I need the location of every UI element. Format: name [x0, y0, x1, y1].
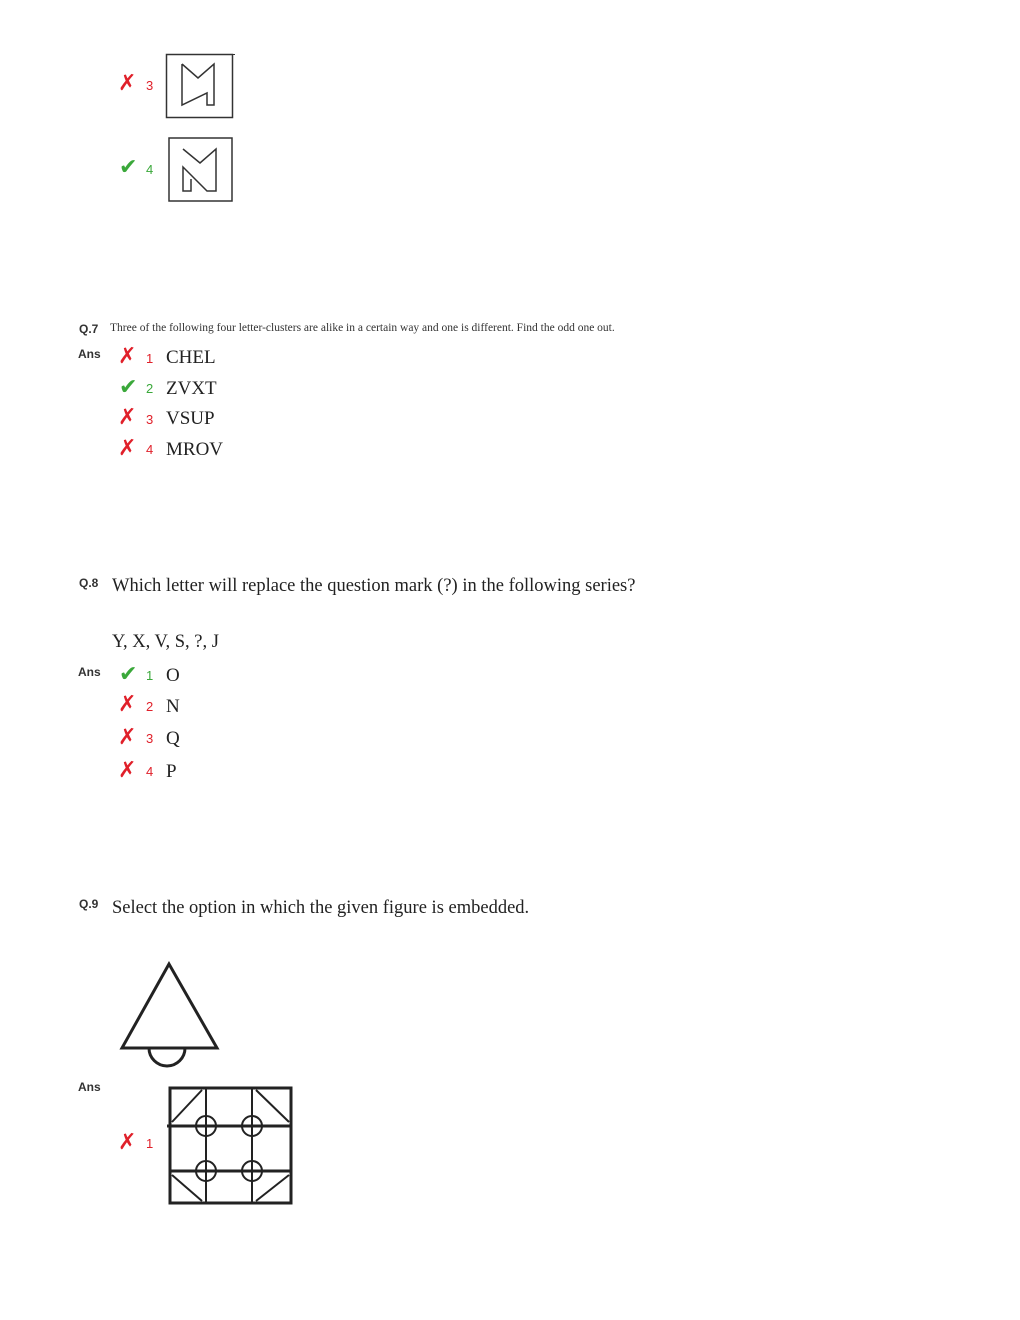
ans-label: Ans [78, 347, 101, 361]
cross-icon: ✗ [118, 344, 137, 369]
question-text: Select the option in which the given figure is embedded. [112, 898, 530, 918]
question-text: Which letter will replace the question mark (?) in the following series? [112, 576, 636, 596]
question-number: Q.9 [79, 897, 99, 911]
option-number: 3 [146, 78, 154, 93]
check-icon: ✔ [119, 662, 138, 687]
cross-icon: ✗ [118, 436, 137, 461]
option-text: MROV [166, 439, 224, 460]
question-number: Q.7 [79, 322, 99, 336]
option-text: P [166, 761, 177, 782]
option-text: N [166, 696, 180, 717]
option-number: 3 [146, 412, 154, 427]
question-figure-bell [118, 960, 222, 1072]
check-icon: ✔ [119, 155, 138, 180]
question-series: Y, X, V, S, ?, J [112, 632, 219, 652]
option-figure-4 [168, 137, 234, 203]
option-text: O [166, 665, 180, 686]
cross-icon: ✗ [118, 1130, 137, 1155]
option-text: VSUP [166, 408, 215, 429]
check-icon: ✔ [119, 375, 138, 400]
ans-label: Ans [78, 1080, 101, 1094]
option-number: 1 [146, 351, 154, 366]
cross-icon: ✗ [118, 758, 137, 783]
cross-icon: ✗ [118, 71, 137, 96]
cross-icon: ✗ [118, 725, 137, 750]
option-number: 1 [146, 1136, 154, 1151]
option-number: 4 [146, 162, 154, 177]
option-figure-3 [165, 53, 237, 121]
option-number: 2 [146, 699, 154, 714]
cross-icon: ✗ [118, 405, 137, 430]
option-figure-1 [166, 1085, 296, 1207]
option-text: Q [166, 728, 180, 749]
question-number: Q.8 [79, 576, 99, 590]
option-number: 3 [146, 731, 154, 746]
question-text: Three of the following four letter-clusters are alike in a certain way and one is different. Find the odd one out. [110, 322, 615, 334]
option-number: 1 [146, 668, 154, 683]
option-text: CHEL [166, 347, 216, 368]
option-text: ZVXT [166, 378, 217, 399]
ans-label: Ans [78, 665, 101, 679]
option-number: 4 [146, 764, 154, 779]
option-number: 4 [146, 442, 154, 457]
cross-icon: ✗ [118, 692, 137, 717]
option-number: 2 [146, 381, 154, 396]
